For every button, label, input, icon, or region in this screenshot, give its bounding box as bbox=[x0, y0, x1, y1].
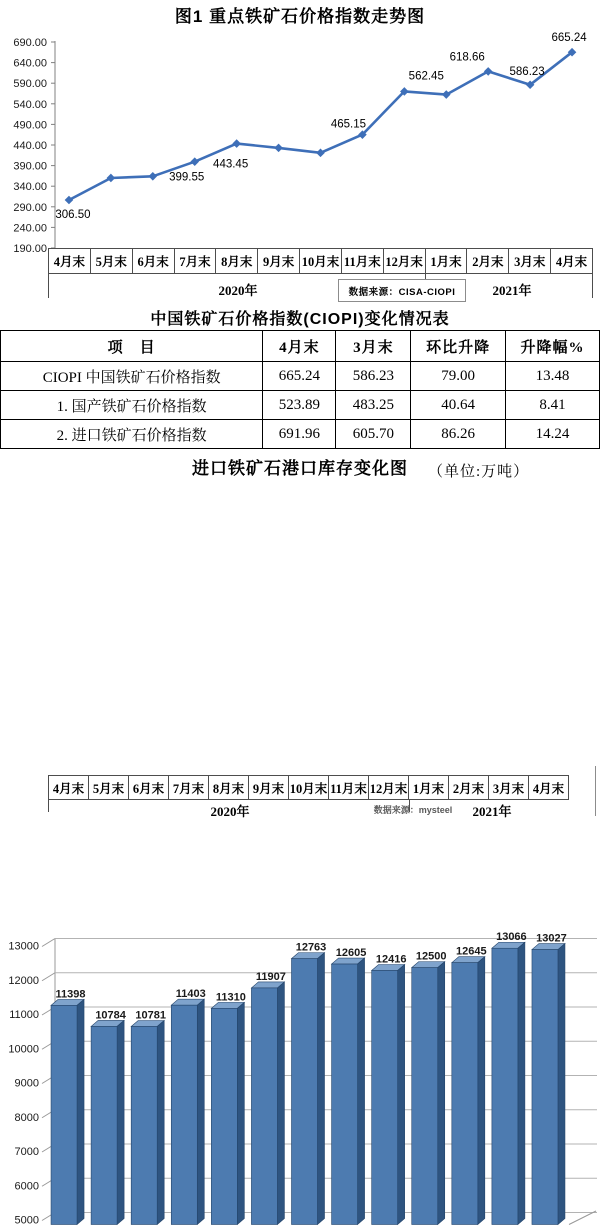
table-cell: CIOPI 中国铁矿石价格指数 bbox=[1, 362, 263, 391]
bar-side-face bbox=[438, 962, 445, 1225]
bar-value-label: 12605 bbox=[335, 947, 367, 960]
month-axis-label: 2月末 bbox=[448, 776, 488, 799]
y-tick-label: 8000 bbox=[14, 1111, 39, 1124]
year-label-2020: 2020年 bbox=[210, 804, 250, 819]
bar-side-face bbox=[117, 1020, 124, 1224]
month-axis-label: 3月末 bbox=[508, 249, 550, 273]
data-point-marker bbox=[274, 144, 283, 153]
month-axis-label: 12月末 bbox=[383, 249, 425, 273]
y-tick-label: 590.00 bbox=[13, 78, 47, 91]
table-header-row bbox=[1, 331, 600, 362]
month-axis-label: 5月末 bbox=[88, 776, 128, 799]
bar-value-label: 11907 bbox=[255, 970, 286, 983]
y-tick-label: 290.00 bbox=[13, 201, 47, 214]
y-tick-label: 13000 bbox=[8, 940, 39, 953]
table-cell: 14.24 bbox=[505, 420, 599, 449]
month-axis-label: 10月末 bbox=[288, 776, 328, 799]
table-cell: 8.41 bbox=[505, 391, 599, 420]
data-point-label: 465.15 bbox=[330, 118, 367, 131]
month-axis-label: 12月末 bbox=[368, 776, 408, 799]
data-point-label: 443.45 bbox=[213, 158, 249, 171]
bar-value-label: 13027 bbox=[536, 932, 567, 945]
bar bbox=[372, 971, 398, 1225]
month-axis-label: 4月末 bbox=[550, 249, 592, 273]
bar-chart-month-axis bbox=[48, 775, 569, 800]
data-point-label: 618.66 bbox=[449, 51, 485, 64]
y-tick-label: 540.00 bbox=[13, 98, 47, 111]
bar-chart-unit-label: （单位:万吨） bbox=[428, 464, 530, 480]
year-axis-divider bbox=[592, 274, 593, 298]
table-title: 中国铁矿石价格指数(CIOPI)变化情况表 bbox=[150, 311, 450, 328]
month-axis-label: 8月末 bbox=[215, 249, 257, 273]
bar bbox=[51, 1005, 77, 1224]
bar-side-face bbox=[478, 957, 485, 1225]
month-axis-label: 9月末 bbox=[248, 776, 288, 799]
bar bbox=[492, 948, 518, 1224]
data-point-label: 665.24 bbox=[551, 32, 587, 45]
table-header-cell: 3月末 bbox=[336, 331, 411, 362]
bar bbox=[251, 988, 277, 1225]
y-tick-label: 640.00 bbox=[13, 57, 47, 70]
bar-chart-plot bbox=[0, 928, 600, 1228]
data-point-marker bbox=[232, 139, 241, 148]
data-point-label: 306.50 bbox=[55, 209, 91, 222]
data-point-label: 586.23 bbox=[509, 65, 545, 78]
table-cell: 79.00 bbox=[411, 362, 506, 391]
table-cell: 586.23 bbox=[336, 362, 411, 391]
bar-side-face bbox=[237, 1002, 244, 1224]
bar bbox=[131, 1027, 157, 1225]
bar-chart-title-row bbox=[0, 454, 600, 479]
data-point-marker bbox=[190, 157, 199, 166]
data-point-marker bbox=[149, 172, 158, 181]
month-axis-label: 6月末 bbox=[132, 249, 174, 273]
table-row bbox=[1, 391, 600, 420]
data-point-label: 399.55 bbox=[169, 171, 205, 184]
bar-value-label: 10784 bbox=[95, 1009, 126, 1022]
bar-value-label: 11403 bbox=[175, 988, 206, 1001]
bar-value-label: 12763 bbox=[295, 941, 327, 954]
bar-chart-section bbox=[0, 450, 600, 1227]
bar-side-face bbox=[518, 942, 525, 1224]
month-axis-label: 8月末 bbox=[208, 776, 248, 799]
ciopi-table-section bbox=[0, 302, 600, 450]
table-cell: 40.64 bbox=[411, 391, 506, 420]
year-label-2021: 2021年 bbox=[472, 804, 512, 819]
data-source-text: 数据来源：mysteel bbox=[373, 805, 453, 815]
bar bbox=[171, 1005, 197, 1224]
bar bbox=[332, 964, 358, 1224]
month-axis-label: 3月末 bbox=[488, 776, 528, 799]
bar-side-face bbox=[398, 965, 405, 1225]
bar-value-label: 12416 bbox=[375, 953, 407, 966]
table-cell: 605.70 bbox=[336, 420, 411, 449]
y-axis-tick bbox=[42, 939, 55, 947]
bar-value-label: 13066 bbox=[496, 931, 527, 944]
y-tick-label: 690.00 bbox=[13, 37, 47, 49]
bar-side-face bbox=[157, 1021, 164, 1225]
bar-side-face bbox=[197, 999, 204, 1224]
table-header-cell: 升降幅% bbox=[505, 331, 599, 362]
y-tick-label: 7000 bbox=[14, 1146, 39, 1158]
year-label-2021: 2021年 bbox=[492, 283, 532, 298]
month-axis-label: 7月末 bbox=[174, 249, 216, 273]
table-cell: 1. 国产铁矿石价格指数 bbox=[1, 391, 263, 420]
month-axis-label: 2月末 bbox=[466, 249, 508, 273]
month-axis-label: 9月末 bbox=[257, 249, 299, 273]
table-row bbox=[1, 362, 600, 391]
y-tick-label: 9000 bbox=[14, 1077, 39, 1090]
month-axis-label: 11月末 bbox=[328, 776, 368, 799]
y-tick-label: 6000 bbox=[14, 1180, 39, 1193]
bar-value-label: 12645 bbox=[456, 945, 487, 958]
month-axis-label: 10月末 bbox=[299, 249, 341, 273]
table-header-cell: 4月末 bbox=[263, 331, 336, 362]
bar-side-face bbox=[277, 982, 284, 1225]
line-chart-title: 图1 重点铁矿石价格指数走势图 bbox=[174, 7, 426, 26]
line-chart-month-axis bbox=[48, 248, 593, 274]
bar-side-face bbox=[558, 944, 565, 1225]
y-tick-label: 10000 bbox=[8, 1043, 39, 1056]
month-axis-label: 4月末 bbox=[53, 255, 86, 269]
bar bbox=[452, 963, 478, 1225]
month-axis-label: 4月末 bbox=[52, 781, 85, 796]
y-tick-label: 12000 bbox=[8, 974, 39, 987]
table-header-cell: 环比升降 bbox=[411, 331, 506, 362]
bar bbox=[412, 968, 438, 1225]
table-cell: 665.24 bbox=[263, 362, 336, 391]
bar-value-label: 12500 bbox=[415, 950, 447, 963]
y-tick-label: 11000 bbox=[9, 1009, 39, 1021]
y-tick-label: 340.00 bbox=[13, 181, 47, 194]
month-axis-label: 7月末 bbox=[168, 776, 208, 799]
y-tick-label: 390.00 bbox=[13, 160, 47, 173]
chart-frame-right-edge bbox=[595, 766, 596, 816]
month-axis-label: 6月末 bbox=[128, 776, 168, 799]
y-tick-label: 240.00 bbox=[13, 222, 47, 235]
bar-value-label: 11398 bbox=[55, 988, 86, 1001]
line-chart-section bbox=[0, 0, 600, 302]
line-chart-year-axis bbox=[0, 274, 600, 302]
bar bbox=[532, 950, 558, 1225]
month-axis-label: 5月末 bbox=[90, 249, 132, 273]
month-axis-label: 4月末 bbox=[528, 776, 568, 799]
y-axis-tick bbox=[42, 973, 55, 981]
month-axis-label: 1月末 bbox=[408, 776, 448, 799]
year-axis-divider bbox=[48, 274, 49, 298]
y-tick-label: 5000 bbox=[14, 1214, 39, 1227]
table-header-cell: 项 目 bbox=[1, 331, 263, 362]
bar-side-face bbox=[358, 958, 365, 1224]
bar-side-face bbox=[77, 999, 84, 1224]
ciopi-table bbox=[0, 330, 600, 449]
month-axis-label: 11月末 bbox=[341, 249, 383, 273]
y-tick-label: 190.00 bbox=[13, 243, 47, 255]
bar-value-label: 10781 bbox=[135, 1009, 166, 1022]
bar bbox=[211, 1008, 237, 1224]
price-index-line bbox=[69, 52, 572, 200]
y-tick-label: 490.00 bbox=[13, 119, 47, 132]
table-cell: 86.26 bbox=[411, 420, 506, 449]
data-source-box: 数据来源：CISA-CIOPI bbox=[338, 279, 466, 302]
bar-value-label: 11310 bbox=[215, 991, 246, 1004]
data-point-marker bbox=[316, 149, 325, 158]
floor-right-edge bbox=[569, 1211, 596, 1225]
bar-side-face bbox=[318, 953, 325, 1225]
data-point-label: 562.45 bbox=[408, 70, 444, 83]
line-chart-plot bbox=[0, 24, 600, 256]
y-tick-label: 440.00 bbox=[13, 140, 47, 152]
month-axis-label: 1月末 bbox=[425, 249, 467, 273]
table-cell: 523.89 bbox=[263, 391, 336, 420]
bar bbox=[292, 959, 318, 1225]
table-cell: 13.48 bbox=[505, 362, 599, 391]
table-cell: 483.25 bbox=[336, 391, 411, 420]
table-cell: 2. 进口铁矿石价格指数 bbox=[1, 420, 263, 449]
table-cell: 691.96 bbox=[263, 420, 336, 449]
year-label-2020: 2020年 bbox=[218, 283, 258, 298]
bar bbox=[91, 1026, 117, 1224]
table-row bbox=[1, 420, 600, 449]
year-axis-divider bbox=[48, 800, 49, 812]
bar-chart-title: 进口铁矿石港口库存变化图 bbox=[192, 459, 408, 478]
bar-chart-year-axis bbox=[0, 800, 600, 817]
